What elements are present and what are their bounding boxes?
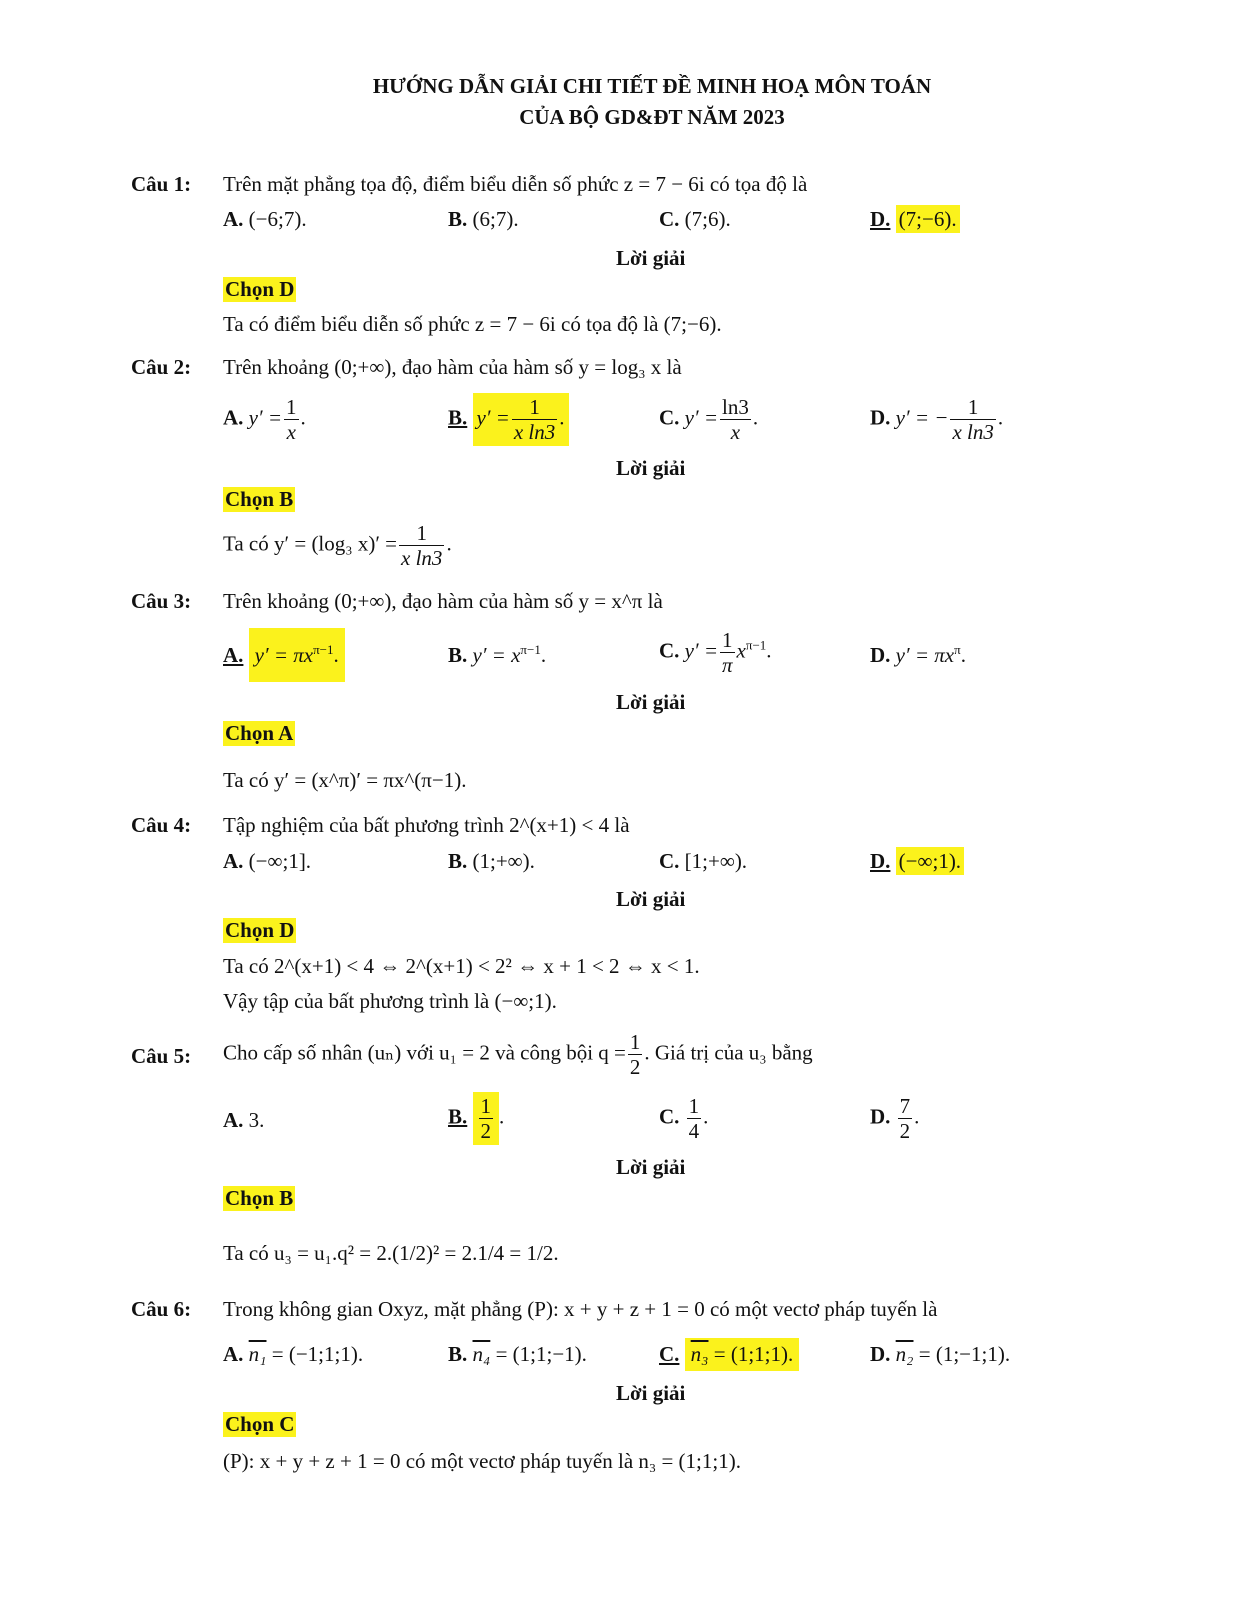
option-a: A. y′ = $\frac{1}{x}$ . — [223, 395, 306, 444]
option-c: C. (7;6). — [659, 207, 731, 231]
question-label: Câu 5: — [131, 1044, 192, 1068]
option-a: A. (−∞;1]. — [223, 849, 312, 873]
answer-choice: Chọn A — [225, 721, 294, 745]
question-stem: Trên khoảng (0;+∞), đạo hàm của hàm số y = log₃ x là — [223, 355, 682, 379]
solution-heading: Lời giải — [616, 690, 686, 714]
explanation-line: Vậy tập của bất phương trình là (−∞;1). — [223, 989, 557, 1013]
option-d: D. y′ = − $\frac{1}{\text{x ln3}}$ . — [870, 395, 1004, 444]
explanation: Ta có y′ = (x^π)′ = πx^(π−1). — [223, 768, 467, 792]
option-c: C. $\frac{1}{4}$ . — [659, 1094, 709, 1143]
option-c: C. y′ = $\frac{\ln 3}{x}$ . — [659, 395, 759, 444]
question-label: Câu 2: — [131, 355, 192, 379]
question-label: Câu 4: — [131, 813, 192, 837]
question-stem: Trên mặt phẳng tọa độ, điểm biểu diễn số phức z = 7 − 6i có tọa độ là — [223, 172, 808, 196]
answer-choice: Chọn D — [225, 918, 295, 942]
option-a-correct: A. $y' = \pi x^{\pi-1}$. — [223, 628, 345, 682]
option-a: A. (−6;7). — [223, 207, 307, 231]
solution-heading: Lời giải — [616, 1155, 686, 1179]
option-b: B. (1;+∞). — [448, 849, 535, 873]
question-label: Câu 3: — [131, 589, 192, 613]
question-stem: Cho cấp số nhân (uₙ) với u₁ = 2 và công bội q = $\frac{1}{2}$ . Giá trị của u₃ bằng — [223, 1030, 813, 1079]
option-a: A. n₁ = (−1;1;1). — [223, 1342, 364, 1366]
explanation: (P): x + y + z + 1 = 0 có một vectơ pháp tuyến là n₃ = (1;1;1). — [223, 1449, 741, 1473]
option-b-correct: B. y′ = $\frac{1}{\text{x ln3}}$ . — [448, 393, 569, 446]
answer-choice: Chọn B — [225, 1186, 294, 1210]
question-stem: Trên khoảng (0;+∞), đạo hàm của hàm số y = x^π là — [223, 589, 663, 613]
option-c-correct: C. n₃ = (1;1;1). — [659, 1338, 799, 1371]
option-b: B. (6;7). — [448, 207, 519, 231]
option-b: B. n₄ = (1;1;−1). — [448, 1342, 587, 1366]
doc-title-line1: HƯỚNG DẪN GIẢI CHI TIẾT ĐỀ MINH HOẠ MÔN TOÁN — [372, 74, 932, 98]
solution-heading: Lời giải — [616, 887, 686, 911]
answer-choice: Chọn D — [225, 277, 295, 301]
option-d-correct: D. (7;−6). — [870, 207, 960, 232]
question-stem: Tập nghiệm của bất phương trình 2^(x+1) < 4 là — [223, 813, 630, 837]
solution-heading: Lời giải — [616, 246, 686, 270]
solution-heading: Lời giải — [616, 456, 686, 480]
question-label: Câu 1: — [131, 172, 192, 196]
answer-choice: Chọn C — [225, 1412, 295, 1436]
doc-title-line2: CỦA BỘ GD&ĐT NĂM 2023 — [519, 105, 785, 129]
option-d: D. $\frac{7}{2}$ . — [870, 1094, 920, 1143]
option-c: C. y′ = $\frac{1}{\pi}$ $x^{\pi-1}$. — [659, 628, 772, 677]
option-b: B. $y' = x^{\pi-1}$. — [448, 642, 547, 667]
solution-heading: Lời giải — [616, 1381, 686, 1405]
question-stem: Trong không gian Oxyz, mặt phẳng (P): x + y + z + 1 = 0 có một vectơ pháp tuyến là — [223, 1297, 938, 1321]
explanation: Ta có u₃ = u₁.q² = 2.(1/2)² = 2.1/4 = 1/2. — [223, 1241, 559, 1265]
option-d: D. n₂ = (1;−1;1). — [870, 1342, 1011, 1366]
option-a: A. 3. — [223, 1108, 265, 1132]
explanation: Ta có y′ = (log₃ x)′ = $\frac{1}{\text{x ln3}}$ . — [223, 521, 452, 570]
option-d: D. $y' = \pi x^\pi$. — [870, 642, 966, 667]
option-c: C. [1;+∞). — [659, 849, 748, 873]
explanation-line: Ta có 2^(x+1) < 4 ⇔ 2^(x+1) < 2² ⇔ x + 1 < 2 ⇔ x < 1. — [223, 954, 700, 978]
option-b-correct: B. $\frac{1}{2}$ . — [448, 1094, 505, 1143]
explanation: Ta có điểm biểu diễn số phức z = 7 − 6i có tọa độ là (7;−6). — [223, 312, 722, 336]
option-d-correct: D. (−∞;1). — [870, 849, 964, 874]
answer-choice: Chọn B — [225, 487, 294, 511]
question-label: Câu 6: — [131, 1297, 192, 1321]
